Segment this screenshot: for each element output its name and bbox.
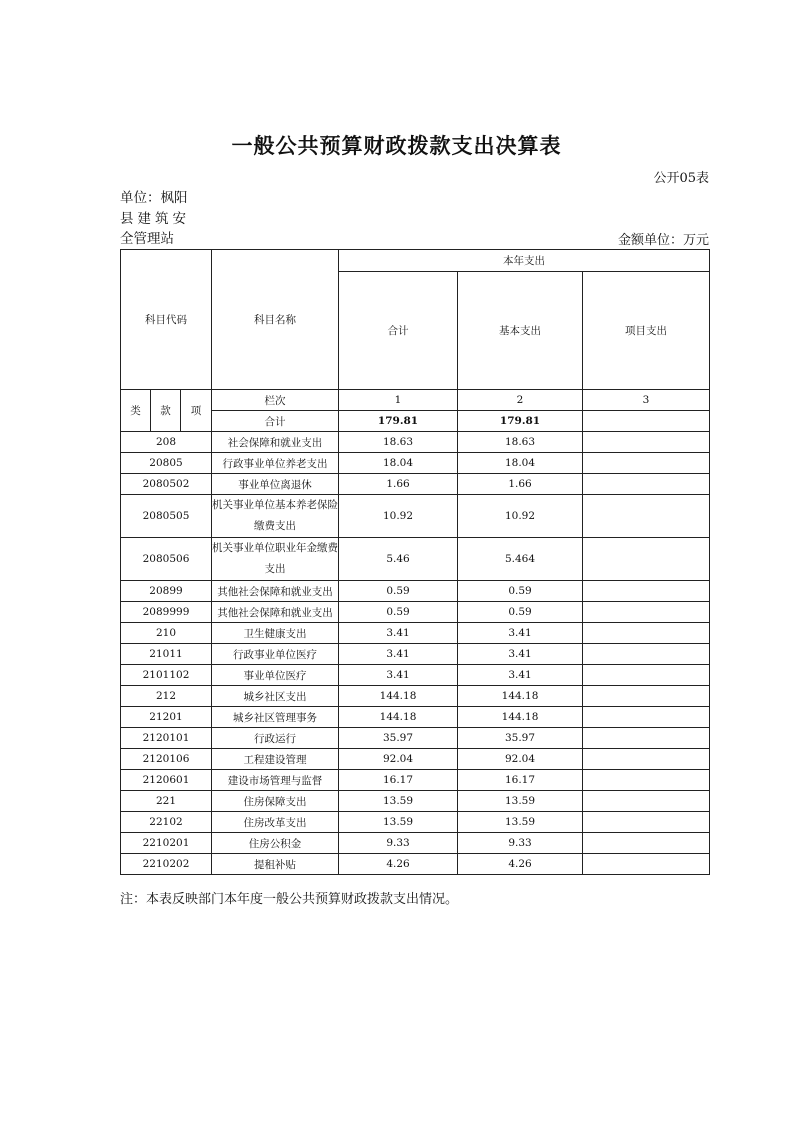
table-row xyxy=(121,581,710,602)
row-name: 城乡社区支出 xyxy=(212,686,339,707)
row-code: 20805 xyxy=(121,453,212,474)
row-code: 22102 xyxy=(121,812,212,833)
table-row xyxy=(121,644,710,665)
row-basic: 9.33 xyxy=(458,833,583,854)
row-basic: 35.97 xyxy=(458,728,583,749)
row-total: 13.59 xyxy=(339,791,458,812)
row-total: 92.04 xyxy=(339,749,458,770)
row-code: 21011 xyxy=(121,644,212,665)
row-basic: 1.66 xyxy=(458,474,583,495)
sum-label: 合计 xyxy=(212,411,339,432)
col-index-3: 3 xyxy=(583,390,710,411)
row-project xyxy=(583,686,710,707)
row-total: 144.18 xyxy=(339,686,458,707)
unit-line-1: 单位：枫阳 xyxy=(120,190,188,206)
row-basic: 3.41 xyxy=(458,644,583,665)
row-total: 16.17 xyxy=(339,770,458,791)
row-basic: 13.59 xyxy=(458,812,583,833)
row-basic: 3.41 xyxy=(458,665,583,686)
row-project xyxy=(583,495,710,538)
row-project xyxy=(583,623,710,644)
row-name: 行政事业单位医疗 xyxy=(212,644,339,665)
table-row xyxy=(121,770,710,791)
row-code: 2210202 xyxy=(121,854,212,875)
table-row xyxy=(121,812,710,833)
row-name: 行政运行 xyxy=(212,728,339,749)
table-row xyxy=(121,665,710,686)
row-code: 2120106 xyxy=(121,749,212,770)
row-code: 20899 xyxy=(121,581,212,602)
table-row xyxy=(121,728,710,749)
row-basic: 0.59 xyxy=(458,581,583,602)
row-project xyxy=(583,581,710,602)
table-row xyxy=(121,854,710,875)
row-total: 9.33 xyxy=(339,833,458,854)
row-total: 5.46 xyxy=(339,538,458,581)
row-basic: 92.04 xyxy=(458,749,583,770)
row-basic: 144.18 xyxy=(458,707,583,728)
row-project xyxy=(583,812,710,833)
row-total: 35.97 xyxy=(339,728,458,749)
col-index-2: 2 xyxy=(458,390,583,411)
row-basic: 10.92 xyxy=(458,495,583,538)
row-code: 2120101 xyxy=(121,728,212,749)
row-name: 建设市场管理与监督 xyxy=(212,770,339,791)
header-total: 合计 xyxy=(339,272,458,390)
table-body xyxy=(121,432,710,875)
row-total: 13.59 xyxy=(339,812,458,833)
form-tag: 公开05表 xyxy=(653,171,709,186)
sum-project xyxy=(583,411,710,432)
row-code: 21201 xyxy=(121,707,212,728)
row-name: 城乡社区管理事务 xyxy=(212,707,339,728)
row-name: 行政事业单位养老支出 xyxy=(212,453,339,474)
table-row xyxy=(121,453,710,474)
table-row xyxy=(121,432,710,453)
row-basic: 4.26 xyxy=(458,854,583,875)
header-code: 科目代码 xyxy=(121,250,212,390)
header-kuan: 款 xyxy=(151,390,181,432)
row-basic: 0.59 xyxy=(458,602,583,623)
table-row xyxy=(121,538,710,581)
row-name: 住房公积金 xyxy=(212,833,339,854)
row-name: 社会保障和就业支出 xyxy=(212,432,339,453)
row-project xyxy=(583,432,710,453)
row-project xyxy=(583,707,710,728)
row-total: 10.92 xyxy=(339,495,458,538)
col-index-label: 栏次 xyxy=(212,390,339,411)
row-project xyxy=(583,602,710,623)
row-total: 3.41 xyxy=(339,623,458,644)
row-project xyxy=(583,474,710,495)
sum-total: 179.81 xyxy=(339,411,458,432)
row-project xyxy=(583,770,710,791)
header-project: 项目支出 xyxy=(583,272,710,390)
row-basic: 144.18 xyxy=(458,686,583,707)
row-code: 2080505 xyxy=(121,495,212,538)
table-row xyxy=(121,474,710,495)
row-code: 2080506 xyxy=(121,538,212,581)
header-basic: 基本支出 xyxy=(458,272,583,390)
row-basic: 5.464 xyxy=(458,538,583,581)
row-code: 2210201 xyxy=(121,833,212,854)
row-total: 3.41 xyxy=(339,665,458,686)
row-basic: 3.41 xyxy=(458,623,583,644)
row-name: 住房保障支出 xyxy=(212,791,339,812)
sum-basic: 179.81 xyxy=(458,411,583,432)
row-name: 机关事业单位职业年金缴费支出 xyxy=(212,538,339,581)
row-name: 事业单位医疗 xyxy=(212,665,339,686)
footnote: 注：本表反映部门本年度一般公共预算财政拨款支出情况。 xyxy=(120,892,459,907)
row-code: 2080502 xyxy=(121,474,212,495)
table-row xyxy=(121,791,710,812)
row-project xyxy=(583,538,710,581)
row-total: 18.04 xyxy=(339,453,458,474)
row-total: 0.59 xyxy=(339,581,458,602)
row-total: 18.63 xyxy=(339,432,458,453)
row-code: 2120601 xyxy=(121,770,212,791)
row-code: 221 xyxy=(121,791,212,812)
unit-line-2: 县建筑安 xyxy=(120,210,190,227)
row-name: 其他社会保障和就业支出 xyxy=(212,602,339,623)
table-row xyxy=(121,833,710,854)
table-row xyxy=(121,707,710,728)
row-code: 210 xyxy=(121,623,212,644)
unit-line-3: 全管理站 xyxy=(120,231,174,247)
row-project xyxy=(583,644,710,665)
row-project xyxy=(583,854,710,875)
row-name: 卫生健康支出 xyxy=(212,623,339,644)
row-code: 212 xyxy=(121,686,212,707)
row-basic: 18.63 xyxy=(458,432,583,453)
row-project xyxy=(583,453,710,474)
row-total: 4.26 xyxy=(339,854,458,875)
row-basic: 18.04 xyxy=(458,453,583,474)
row-name: 事业单位离退休 xyxy=(212,474,339,495)
header-lei: 类 xyxy=(121,390,151,432)
header-current-year: 本年支出 xyxy=(339,250,710,272)
row-code: 2101102 xyxy=(121,665,212,686)
row-total: 144.18 xyxy=(339,707,458,728)
row-project xyxy=(583,791,710,812)
table-row xyxy=(121,495,710,538)
row-basic: 16.17 xyxy=(458,770,583,791)
row-total: 0.59 xyxy=(339,602,458,623)
unit-name xyxy=(120,188,190,250)
table-row xyxy=(121,602,710,623)
row-code: 208 xyxy=(121,432,212,453)
header-name: 科目名称 xyxy=(212,250,339,390)
money-unit: 金额单位：万元 xyxy=(617,233,709,248)
expenditure-table xyxy=(120,249,710,875)
row-project xyxy=(583,665,710,686)
row-project xyxy=(583,749,710,770)
row-code: 2089999 xyxy=(121,602,212,623)
table-row xyxy=(121,623,710,644)
row-name: 住房改革支出 xyxy=(212,812,339,833)
row-name: 工程建设管理 xyxy=(212,749,339,770)
row-total: 3.41 xyxy=(339,644,458,665)
row-project xyxy=(583,833,710,854)
table-row xyxy=(121,686,710,707)
header-xiang: 项 xyxy=(181,390,212,432)
page-title: 一般公共预算财政拨款支出决算表 xyxy=(231,134,562,158)
table-row xyxy=(121,749,710,770)
row-name: 机关事业单位基本养老保险缴费支出 xyxy=(212,495,339,538)
row-total: 1.66 xyxy=(339,474,458,495)
row-name: 提租补贴 xyxy=(212,854,339,875)
col-index-1: 1 xyxy=(339,390,458,411)
row-basic: 13.59 xyxy=(458,791,583,812)
row-project xyxy=(583,728,710,749)
row-name: 其他社会保障和就业支出 xyxy=(212,581,339,602)
